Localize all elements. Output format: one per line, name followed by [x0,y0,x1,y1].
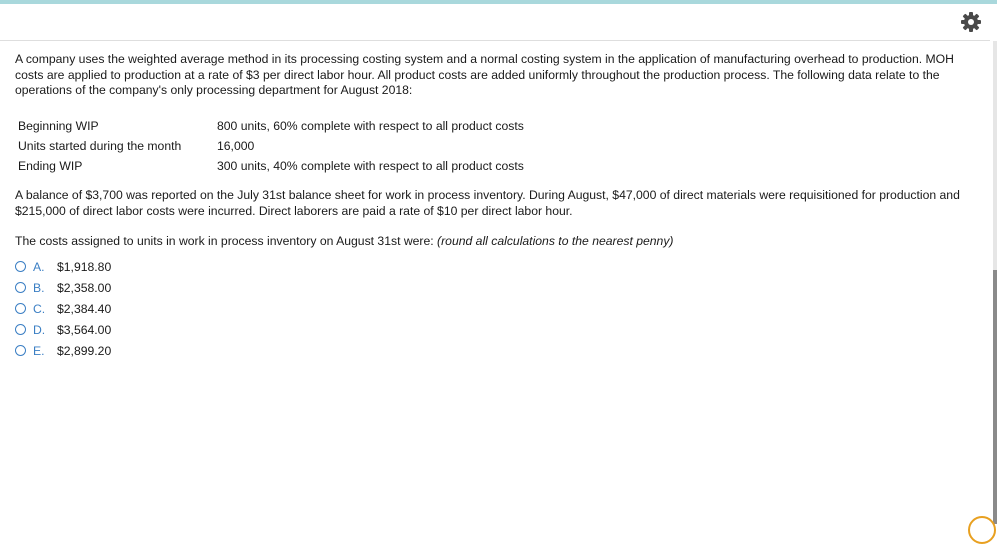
question-note: (round all calculations to the nearest penny) [437,234,674,248]
radio-button[interactable] [15,261,26,272]
question-stem: The costs assigned to units in work in process inventory on August 31st were: [15,234,438,248]
radio-button[interactable] [15,282,26,293]
right-scroll-edge [993,41,997,270]
data-value: 16,000 [217,139,255,153]
data-value: 800 units, 60% complete with respect to all product costs [217,119,524,133]
option-value: $2,358.00 [57,280,112,295]
answer-options [15,256,111,361]
radio-button[interactable] [15,345,26,356]
option-value: $2,899.20 [57,343,112,358]
data-row-beginning-wip [18,116,524,136]
help-icon[interactable] [968,516,996,544]
option-value: $2,384.40 [57,301,112,316]
option-c[interactable] [15,298,111,319]
header-divider [0,40,990,41]
option-value: $1,918.80 [57,259,112,274]
radio-button[interactable] [15,303,26,314]
top-accent-bar [0,0,997,4]
option-letter: B. [33,280,45,295]
option-letter: C. [33,301,46,316]
gear-icon[interactable] [960,11,982,33]
data-label: Ending WIP [18,159,83,173]
data-label: Beginning WIP [18,119,99,133]
details-paragraph: A balance of $3,700 was reported on the July 31st balance sheet for work in process inventory. During August, $47,000 of direct materials were requisitioned for production and $215,000 of direct labor costs were incurred. Direct laborers are paid a rate of $10 per direct labor hour. [15,188,960,218]
question-text [15,234,674,248]
option-a[interactable] [15,256,111,277]
option-value: $3,564.00 [57,322,112,337]
radio-button[interactable] [15,324,26,335]
data-row-units-started [18,136,524,156]
option-letter: D. [33,322,46,337]
data-value: 300 units, 40% complete with respect to all product costs [217,159,524,173]
option-d[interactable] [15,319,111,340]
option-e[interactable] [15,340,111,361]
problem-intro [15,52,965,99]
option-letter: E. [33,343,45,358]
option-letter: A. [33,259,45,274]
right-window-edge [993,270,997,524]
intro-paragraph: A company uses the weighted average method in its processing costing system and a normal costing system in the application of manufacturing overhead to production. MOH costs are applied to production at a rate of $3 per direct labor hour. All product costs are added uniformly throughout the production process. The following data relate to the operations of the company's only processing department for August 2018: [15,52,954,97]
data-table [18,116,524,176]
data-label: Units started during the month [18,139,182,153]
data-row-ending-wip [18,156,524,176]
option-b[interactable] [15,277,111,298]
